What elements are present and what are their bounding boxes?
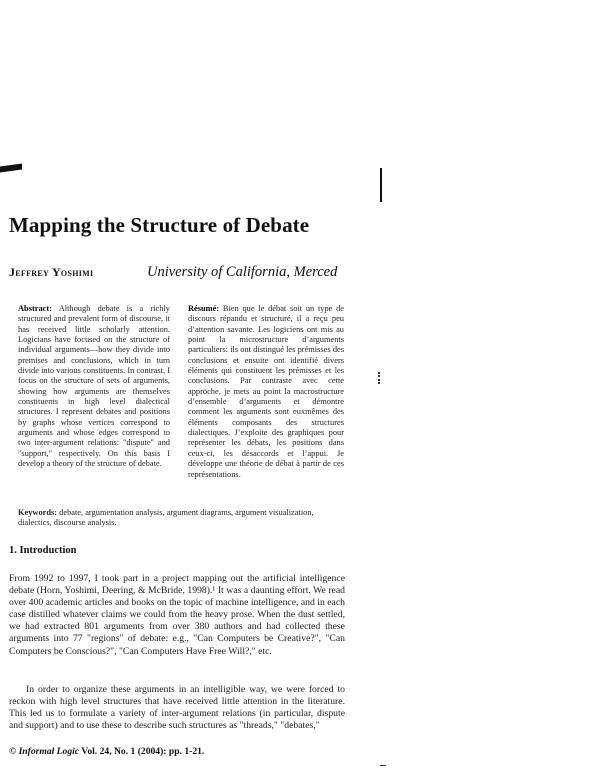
keywords-label: Keywords: (18, 508, 58, 517)
section-heading: 1. Introduction (9, 545, 77, 556)
journal-volume: Vol. 24, No. 1 (2004): pp. 1-21. (81, 746, 205, 757)
journal-name: © Informal Logic (9, 746, 80, 757)
abstract-french (188, 304, 344, 480)
resume-text: Bien que le débat soit un type de discours répandu et structuré, il a reçu peu d’attention savante. Les logiciens ont mis au point la microstructure d’arguments particuliers: ils ont distingué les prémisses des conclusions et ensuite ont identifié divers éléments qui constituent les prémisses et les conclusions. Par contraste avec cette approche, je mets au point la macrostructure d’ensemble d’arguments et démontre comment les arguments sont euxmêmes des éléments composants des structures dialectiques. J’exploite des graphiques pour représenter les débats, les positions dans ceux-ci, les désaccords et l’appui. Je développe une théorie de débat à partir de ces représentations. (188, 304, 345, 479)
keywords (18, 508, 342, 529)
journal-citation (9, 746, 204, 757)
scan-crop-mark-right (380, 168, 382, 202)
resume-label: Résumé: (188, 304, 220, 313)
keywords-text: debate, argumentation analysis, argument diagrams, argument visualization, dialectics, discourse analysis. (18, 508, 314, 528)
body-paragraph: In order to organize these arguments in an intelligible way, we were forced to reckon with high level structures that have received little attention in the literature. This led us to formulate a variety of inter-argument relations (in particular, dispute and support) and to use these to describe such structures as "threads," "debates," (9, 684, 345, 732)
author-affiliation: University of California, Merced (147, 264, 338, 280)
abstract-english (18, 304, 170, 470)
scan-speck (378, 372, 383, 384)
scan-crop-mark-bottom (380, 765, 386, 766)
author-name: Jeffrey Yoshimi (9, 265, 94, 279)
body-paragraph: From 1992 to 1997, I took part in a project mapping out the artificial intelligence debate (Horn, Yoshimi, Deering, & McBride, 1998).¹ It was a daunting effort. We read over 400 academic articles and books on the topic of machine intelligence, and in each case distilled whatever claims we could from the heavy prose. When the dust settled, we had extracted 801 arguments from over 380 authors and had collected these arguments into 77 "regions" of debate: e.g., "Can Computers be Creative?", "Can Computers be Conscious?", "Can Computers Have Free Will?," etc. (9, 573, 345, 657)
scan-crop-mark-left (0, 163, 22, 172)
abstract-label: Abstract: (18, 304, 52, 313)
abstract-text: Although debate is a richly structured and prevalent form of discourse, it has received little scholarly attention. Logicians have focused on the structure of individual arguments—how they divide into premises and conclusions, which in turn divide into various constituents. In contrast, I focus on the structure of sets of arguments, showing how arguments are themselves constituents in high level dialectical structures. I represent debates and positions by graphs whose vertices correspond to arguments and whose edges correspond to two inter-argument relations: "dispute" and "support," respectively. On this basis I develop a theory of the structure of debate. (18, 304, 170, 469)
paper-title: Mapping the Structure of Debate (9, 213, 310, 237)
